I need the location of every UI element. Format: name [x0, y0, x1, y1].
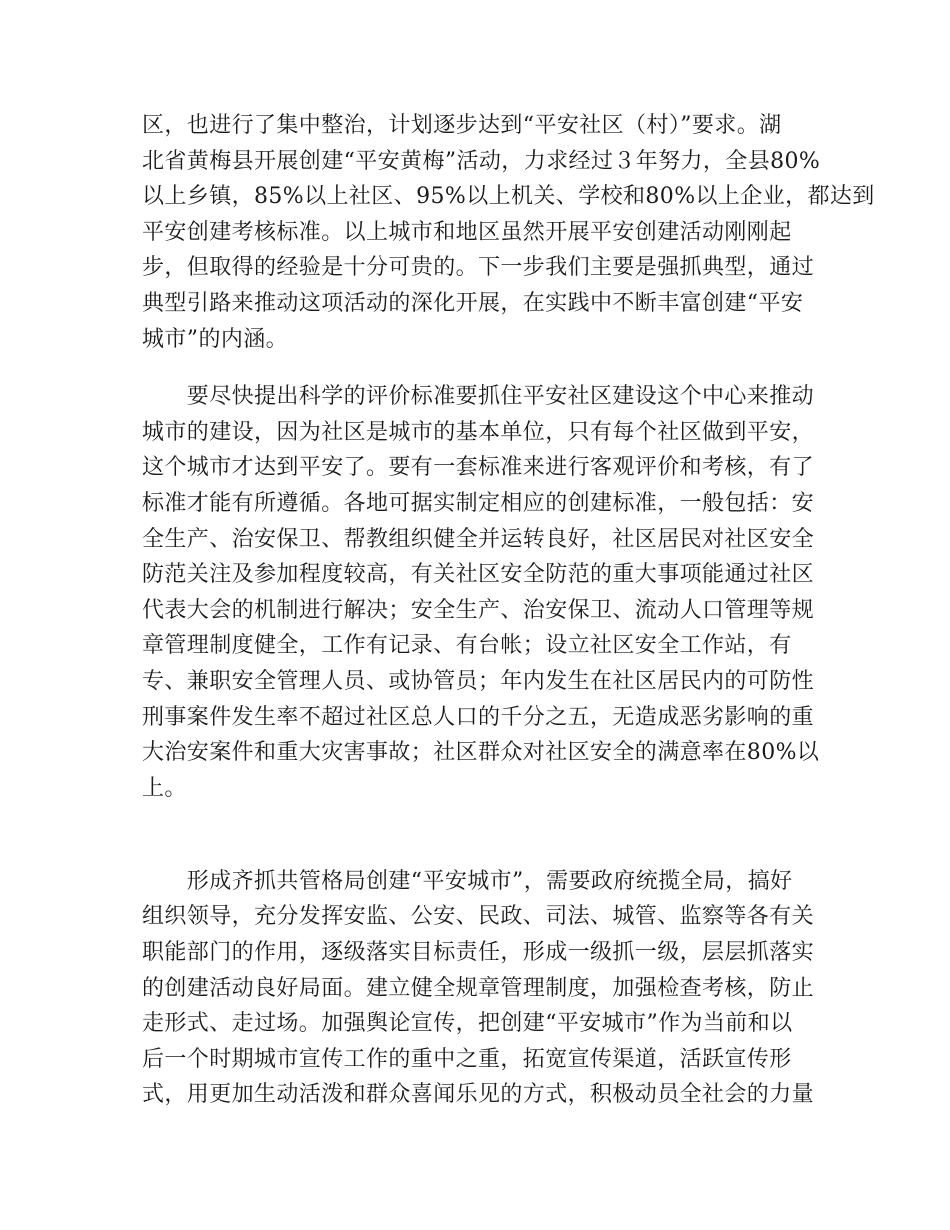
- text-line: 专、兼职安全管理人员、或协管员；年内发生在社区居民内的可防性: [142, 668, 815, 694]
- text-line: 典型引路来推动这项活动的深化开展，在实践中不断丰富创建“平安: [142, 290, 804, 316]
- paragraph-1: [142, 108, 875, 357]
- text-line: 上。: [142, 775, 187, 801]
- text-line: 城市”的内涵。: [142, 326, 289, 352]
- text-line: 形成齐抓共管格局创建“平安城市”，需要政府统揽全局，搞好: [142, 868, 793, 894]
- text-line: 北省黄梅县开展创建“平安黄梅”活动，力求经过３年努力，全县80%: [142, 148, 821, 174]
- text-line: 后一个时期城市宣传工作的重中之重，拓宽宣传渠道，活跃宣传形: [142, 1046, 792, 1072]
- text-line: 以上乡镇，85%以上社区、95%以上机关、学校和80%以上企业，都达到: [142, 184, 875, 210]
- text-line: 大治安案件和重大灾害事故；社区群众对社区安全的满意率在80%以: [142, 740, 820, 766]
- text-line: 步，但取得的经验是十分可贵的。下一步我们主要是强抓典型，通过: [142, 255, 815, 281]
- text-line: 代表大会的机制进行解决；安全生产、治安保卫、流动人口管理等规: [142, 597, 815, 623]
- text-line: 区，也进行了集中整治，计划逐步达到“平安社区（村）”要求。湖: [142, 113, 782, 138]
- text-line: 的创建活动良好局面。建立健全规章管理制度，加强检查考核，防止: [142, 975, 815, 1001]
- text-line: 标准才能有所遵循。各地可据实制定相应的创建标准，一般包括：安: [142, 490, 815, 516]
- text-line: 走形式、走过场。加强舆论宣传，把创建“平安城市”作为当前和以: [142, 1011, 793, 1037]
- text-line: 全生产、治安保卫、帮教组织健全并运转良好，社区居民对社区安全: [142, 526, 815, 552]
- text-line: [142, 806, 808, 842]
- text-line: 章管理制度健全，工作有记录、有台帐；设立社区安全工作站，有: [142, 633, 792, 659]
- text-line: 防范关注及参加程度较高，有关社区安全防范的重大事项能通过社区: [142, 562, 815, 588]
- paragraph-gap: [142, 357, 808, 379]
- text-line: 平安创建考核标准。以上城市和地区虽然开展平安创建活动刚刚起: [142, 219, 792, 245]
- text-line: 要尽快提出科学的评价标准要抓住平安社区建设这个中心来推动: [142, 384, 815, 410]
- paragraph-3: [142, 864, 815, 1113]
- text-line: 式，用更加生动活泼和群众喜闻乐见的方式，积极动员全社会的力量: [142, 1082, 815, 1108]
- text-line: 组织领导，充分发挥安监、公安、民政、司法、城管、监察等各有关: [142, 904, 815, 930]
- text-line: 职能部门的作用，逐级落实目标责任，形成一级抓一级，层层抓落实: [142, 940, 815, 966]
- text-line: 刑事案件发生率不超过社区总人口的千分之五，无造成恶劣影响的重: [142, 704, 815, 730]
- document-body: [142, 108, 875, 1113]
- paragraph-2: [142, 379, 820, 842]
- text-line: 这个城市才达到平安了。要有一套标准来进行客观评价和考核，有了: [142, 455, 815, 481]
- text-line: 城市的建设，因为社区是城市的基本单位，只有每个社区做到平安，: [142, 419, 815, 445]
- paragraph-gap: [142, 842, 808, 864]
